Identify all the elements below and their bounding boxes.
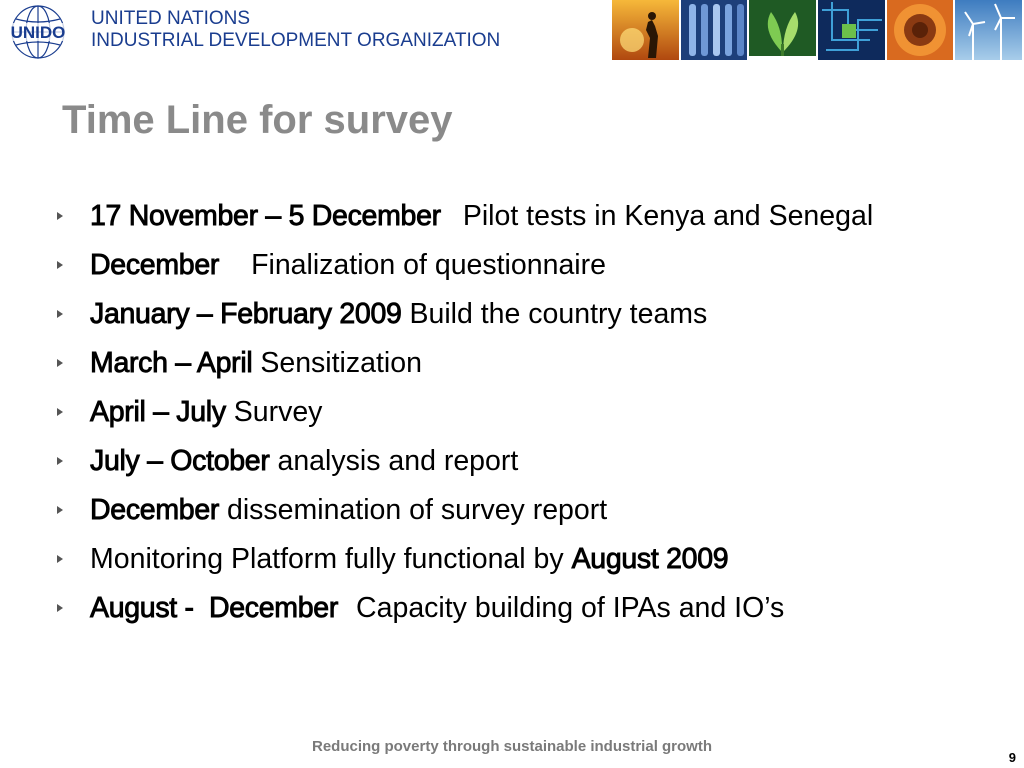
logo-text: UNIDO: [10, 23, 66, 42]
timeline-item: [52, 441, 932, 482]
org-name-line1: UNITED NATIONS: [91, 8, 251, 29]
timeline-date: December: [90, 494, 220, 526]
photo-sunflower: [887, 0, 954, 60]
bullet-arrow-icon: [57, 261, 63, 269]
photo-wind-turbines: [955, 0, 1022, 60]
timeline-item: [52, 588, 932, 629]
slide-title: Time Line for survey: [62, 98, 453, 142]
slide-header: [0, 0, 1024, 64]
timeline-activity: Finalization of questionnaire: [251, 249, 606, 281]
timeline-activity: Sensitization: [260, 347, 422, 379]
timeline-date: April – July: [90, 396, 226, 428]
timeline-activity: Build the country teams: [409, 298, 708, 330]
timeline-activity: Survey: [233, 396, 323, 428]
timeline-activity: dissemination of survey report: [227, 494, 608, 526]
tagline-text: Reducing poverty through sustainable industrial growth: [311, 738, 713, 755]
footer-tagline: [0, 738, 1024, 755]
timeline-list: [52, 196, 932, 637]
bullet-arrow-icon: [57, 506, 63, 514]
timeline-date: 17 November – 5 December: [90, 200, 441, 232]
timeline-item: [52, 392, 932, 433]
bullet-arrow-icon: [57, 408, 63, 416]
timeline-item: [52, 343, 932, 384]
bullet-arrow-icon: [57, 457, 63, 465]
timeline-date: July – October: [90, 445, 270, 477]
photo-test-tubes: [681, 0, 748, 60]
timeline-activity: Pilot tests in Kenya and Senegal: [462, 200, 874, 232]
timeline-date: August - December: [90, 592, 339, 624]
header-photo-strip: [612, 0, 1024, 60]
unido-logo: [4, 3, 72, 61]
timeline-date: December: [90, 249, 220, 281]
timeline-item: [52, 245, 932, 286]
bullet-arrow-icon: [57, 359, 63, 367]
org-name-line2: INDUSTRIAL DEVELOPMENT ORGANIZATION: [91, 30, 501, 51]
timeline-item: [52, 196, 932, 237]
timeline-activity: Monitoring Platform fully functional by: [90, 543, 564, 575]
timeline-item: [52, 539, 932, 580]
timeline-activity: analysis and report: [277, 445, 519, 477]
photo-plant-leaf: [749, 0, 816, 60]
bullet-arrow-icon: [57, 310, 63, 318]
timeline-activity: Capacity building of IPAs and IO’s: [356, 592, 785, 624]
timeline-date: January – February 2009: [90, 298, 402, 330]
photo-child-sunset: [612, 0, 679, 60]
bullet-arrow-icon: [57, 604, 63, 612]
bullet-arrow-icon: [57, 555, 63, 563]
timeline-item: [52, 294, 932, 335]
page-number: 9: [1008, 750, 1016, 765]
timeline-date: August 2009: [571, 543, 729, 575]
bullet-arrow-icon: [57, 212, 63, 220]
photo-circuit-board: [818, 0, 885, 60]
timeline-date: March – April: [90, 347, 253, 379]
timeline-item: [52, 490, 932, 531]
